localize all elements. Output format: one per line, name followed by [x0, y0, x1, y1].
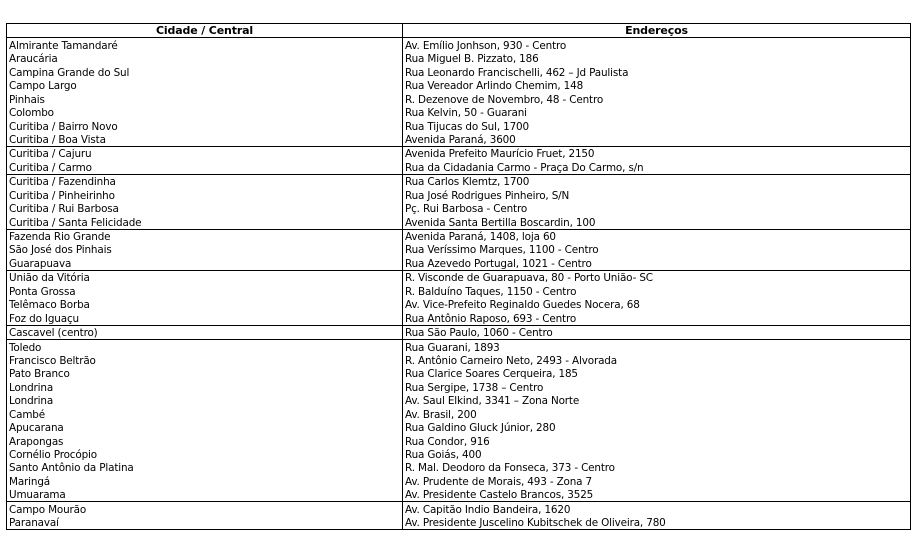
city-cell: Campo Mourão [7, 502, 403, 516]
table-row [7, 367, 911, 380]
table-row [7, 202, 911, 215]
city-cell: Pato Branco [7, 367, 403, 380]
city-cell: Paranavaí [7, 516, 403, 530]
table-row [7, 298, 911, 311]
city-cell: Foz do Iguaçu [7, 311, 403, 325]
table-row [7, 146, 911, 160]
header-row [7, 24, 911, 38]
table-row [7, 174, 911, 188]
address-cell: R. Balduíno Taques, 1150 - Centro [403, 284, 911, 297]
address-cell: Rua Leonardo Francischelli, 462 – Jd Paulista [403, 65, 911, 78]
city-cell: São José dos Pinhais [7, 243, 403, 256]
table-row [7, 474, 911, 487]
city-cell: Francisco Beltrão [7, 354, 403, 367]
table-row [7, 92, 911, 105]
table-row [7, 38, 911, 52]
address-cell: Rua Carlos Klemtz, 1700 [403, 174, 911, 188]
table-row [7, 270, 911, 284]
table-row [7, 394, 911, 407]
address-cell: Avenida Paraná, 1408, loja 60 [403, 229, 911, 243]
table-row [7, 325, 911, 339]
address-cell: R. Mal. Deodoro da Fonseca, 373 - Centro [403, 461, 911, 474]
city-cell: Curitiba / Carmo [7, 160, 403, 174]
table-row [7, 52, 911, 65]
table-row [7, 488, 911, 502]
column-header-address: Endereços [403, 24, 911, 38]
address-cell: Av. Emílio Jonhson, 930 - Centro [403, 38, 911, 52]
address-cell: Rua Azevedo Portugal, 1021 - Centro [403, 256, 911, 270]
table-row [7, 448, 911, 461]
address-cell: Av. Brasil, 200 [403, 407, 911, 420]
city-cell: Almirante Tamandaré [7, 38, 403, 52]
city-cell: Londrina [7, 394, 403, 407]
address-cell: R. Dezenove de Novembro, 48 - Centro [403, 92, 911, 105]
address-sheet [6, 23, 910, 530]
city-cell: Santo Antônio da Platina [7, 461, 403, 474]
city-cell: Curitiba / Bairro Novo [7, 119, 403, 132]
table-row [7, 461, 911, 474]
city-cell: Maringá [7, 474, 403, 487]
table-row [7, 215, 911, 229]
city-cell: Londrina [7, 380, 403, 393]
table-row [7, 311, 911, 325]
address-cell: Rua Veríssimo Marques, 1100 - Centro [403, 243, 911, 256]
address-cell: Avenida Paraná, 3600 [403, 133, 911, 147]
address-cell: Av. Vice-Prefeito Reginaldo Guedes Nocera, 68 [403, 298, 911, 311]
city-cell: Pinhais [7, 92, 403, 105]
address-cell: Rua Goiás, 400 [403, 448, 911, 461]
address-cell: Rua Vereador Arlindo Chemim, 148 [403, 79, 911, 92]
city-cell: Cornélio Procópio [7, 448, 403, 461]
table-row [7, 106, 911, 119]
city-cell: Apucarana [7, 421, 403, 434]
table-row [7, 516, 911, 530]
city-cell: Colombo [7, 106, 403, 119]
table-row [7, 380, 911, 393]
city-cell: Umuarama [7, 488, 403, 502]
address-cell: Av. Capitão Indio Bandeira, 1620 [403, 502, 911, 516]
city-cell: Curitiba / Boa Vista [7, 133, 403, 147]
address-cell: Rua Tijucas do Sul, 1700 [403, 119, 911, 132]
table-row [7, 354, 911, 367]
city-cell: Curitiba / Pinheirinho [7, 188, 403, 201]
table-row [7, 434, 911, 447]
address-cell: Pç. Rui Barbosa - Centro [403, 202, 911, 215]
address-cell: Avenida Prefeito Maurício Fruet, 2150 [403, 146, 911, 160]
city-cell: Curitiba / Santa Felicidade [7, 215, 403, 229]
address-cell: Av. Presidente Castelo Brancos, 3525 [403, 488, 911, 502]
address-cell: Rua Condor, 916 [403, 434, 911, 447]
address-cell: Av. Prudente de Morais, 493 - Zona 7 [403, 474, 911, 487]
table-row [7, 160, 911, 174]
table-row [7, 79, 911, 92]
address-cell: Rua Guarani, 1893 [403, 340, 911, 354]
address-cell: Rua Miguel B. Pizzato, 186 [403, 52, 911, 65]
city-cell: Curitiba / Cajuru [7, 146, 403, 160]
table-row [7, 256, 911, 270]
table-row [7, 119, 911, 132]
address-cell: Rua Antônio Raposo, 693 - Centro [403, 311, 911, 325]
city-cell: Toledo [7, 340, 403, 354]
address-cell: Rua da Cidadania Carmo - Praça Do Carmo, s/n [403, 160, 911, 174]
city-cell: União da Vitória [7, 270, 403, 284]
table-row [7, 284, 911, 297]
address-cell: Rua Sergipe, 1738 – Centro [403, 380, 911, 393]
city-cell: Arapongas [7, 434, 403, 447]
table-row [7, 65, 911, 78]
address-cell: Rua São Paulo, 1060 - Centro [403, 325, 911, 339]
address-cell: Rua Galdino Gluck Júnior, 280 [403, 421, 911, 434]
city-cell: Curitiba / Fazendinha [7, 174, 403, 188]
table-row [7, 243, 911, 256]
city-cell: Curitiba / Rui Barbosa [7, 202, 403, 215]
city-cell: Fazenda Rio Grande [7, 229, 403, 243]
table-row [7, 133, 911, 147]
city-cell: Cascavel (centro) [7, 325, 403, 339]
city-cell: Cambé [7, 407, 403, 420]
column-header-city: Cidade / Central [7, 24, 403, 38]
city-cell: Campina Grande do Sul [7, 65, 403, 78]
address-cell: Rua José Rodrigues Pinheiro, S/N [403, 188, 911, 201]
table-row [7, 229, 911, 243]
address-cell: Rua Clarice Soares Cerqueira, 185 [403, 367, 911, 380]
city-cell: Ponta Grossa [7, 284, 403, 297]
address-cell: R. Antônio Carneiro Neto, 2493 - Alvorada [403, 354, 911, 367]
table-row [7, 188, 911, 201]
table-row [7, 340, 911, 354]
city-cell: Guarapuava [7, 256, 403, 270]
address-cell: Rua Kelvin, 50 - Guarani [403, 106, 911, 119]
address-cell: Av. Saul Elkind, 3341 – Zona Norte [403, 394, 911, 407]
table-body [7, 38, 911, 530]
table-row [7, 407, 911, 420]
address-cell: Avenida Santa Bertilla Boscardin, 100 [403, 215, 911, 229]
city-cell: Telêmaco Borba [7, 298, 403, 311]
city-cell: Campo Largo [7, 79, 403, 92]
table-row [7, 421, 911, 434]
city-cell: Araucária [7, 52, 403, 65]
address-cell: Av. Presidente Juscelino Kubitschek de Oliveira, 780 [403, 516, 911, 530]
address-cell: R. Visconde de Guarapuava, 80 - Porto União- SC [403, 270, 911, 284]
locations-table [6, 23, 911, 530]
table-row [7, 502, 911, 516]
